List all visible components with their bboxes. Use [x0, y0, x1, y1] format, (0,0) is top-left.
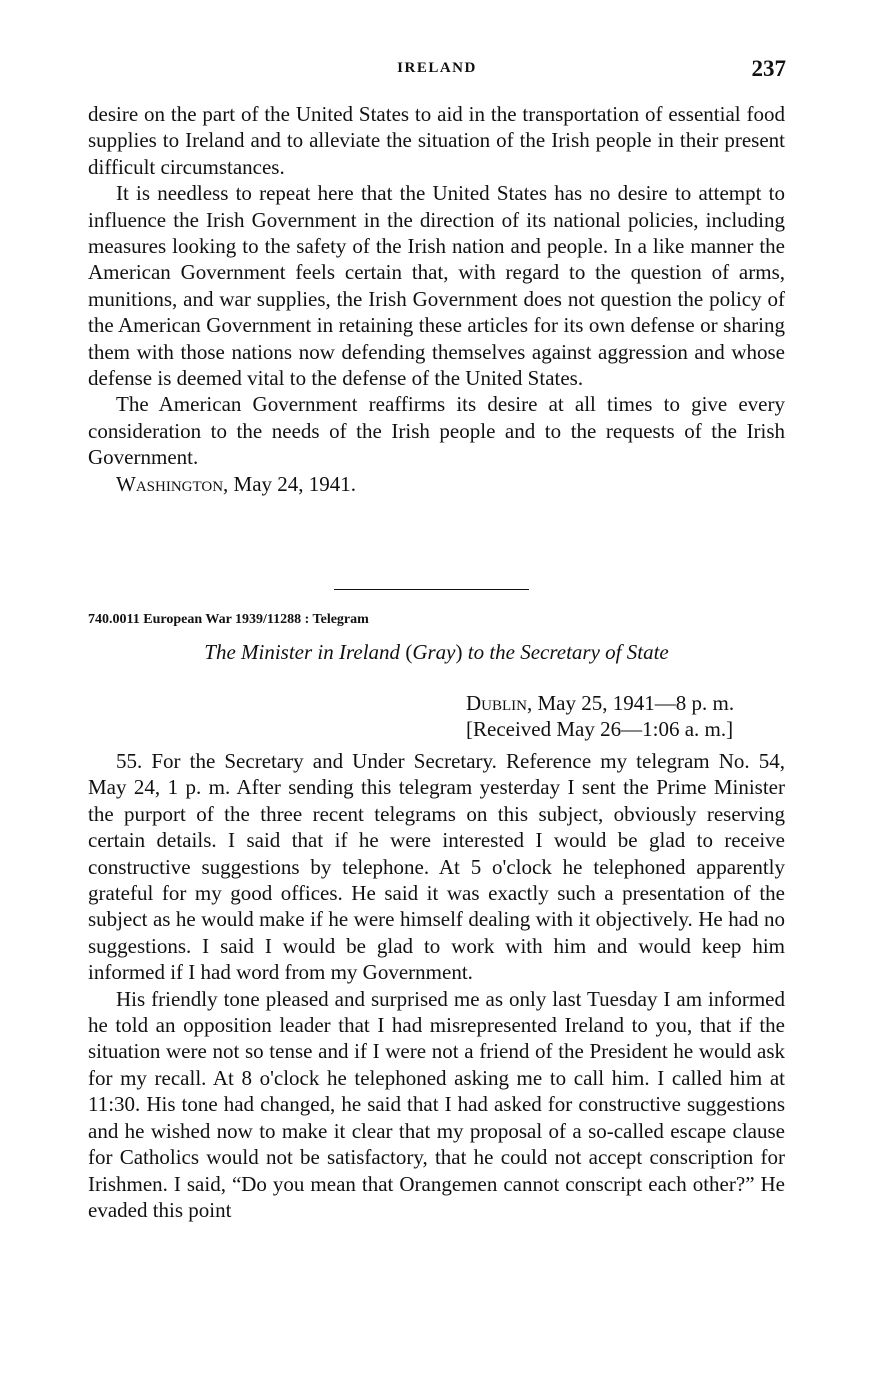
title-part1: The Minister in Ireland: [204, 640, 401, 664]
telegram-body: [88, 748, 785, 1223]
title-paren-close: ): [455, 640, 468, 664]
dateline-date: , May 25, 1941—8 p. m.: [527, 691, 735, 715]
paragraph: It is needless to repeat here that the United States has no desire to attempt to influence the Irish Government in the direction of its national policies, including measures looking to the safety of the Irish nation and people. In a like manner the American Government feels certain that, with regard to the question of arms, munitions, and war supplies, the Irish Government does not question the policy of the American Government in retaining these articles for its own defense or sharing them with those nations now defending themselves against aggression and whose defense is deemed vital to the defense of the United States.: [88, 181, 785, 391]
dateline-sent: [466, 690, 734, 716]
dateline-received: [Received May 26—1:06 a. m.]: [466, 717, 734, 741]
title-paren-open: (: [400, 640, 413, 664]
signature-line: [88, 471, 785, 497]
paragraph: His friendly tone pleased and surprised me as only last Tuesday I am informed he told an opposition leader that I had misrepresented Ireland to you, that if the situation were not so tense and if I were not a friend of the President he would ask for my recall. At 8 o'clock he telephoned asking me to call him. I called him at 11:30. His tone had changed, he said that I had asked for constructive suggestions and he wished now to make it clear that my proposal of a so-called escape clause for Catholics would not be satisfactory, that he could not accept conscription for Irishmen. I said, “Do you mean that Orangemen cannot conscript each other?” He evaded this point: [88, 986, 785, 1222]
paragraph: 55. For the Secretary and Under Secretary. Reference my telegram No. 54, May 24, 1 p. m. After sending this telegram yesterday I sent the Prime Minister the purport of the three recent telegrams on this subject, obviously reserving certain details. I said that if he were interested I would be glad to receive constructive suggestions by telephone. At 5 o'clock he telephoned apparently grateful for my good offices. He said it was exactly such a presentation of the subject as he would make if he were himself dealing with it objectively. He had no suggestions. I said I would be glad to work with him and would keep him informed if I had word from my Government.: [88, 749, 785, 985]
signature-place: Washington: [116, 471, 224, 496]
signature-date: , May 24, 1941.: [223, 471, 357, 496]
page-number: 237: [751, 56, 786, 81]
paragraph: The American Government reaffirms its desire at all times to give every consideration to the needs of the Irish people and to the requests of the Irish Government.: [88, 392, 785, 470]
running-head: [88, 56, 786, 86]
document-title: [88, 640, 785, 665]
running-title: IRELAND: [397, 60, 477, 76]
dateline-place: Dublin: [466, 691, 527, 715]
continuation-text: [88, 101, 785, 497]
title-name: Gray: [412, 640, 456, 664]
title-part2: to the Secretary of State: [467, 640, 669, 664]
file-reference: 740.0011 European War 1939/11288 : Telegram: [88, 612, 369, 627]
section-divider: [334, 589, 529, 590]
dateline: [466, 690, 734, 742]
paragraph: desire on the part of the United States to aid in the transportation of essential food supplies to Ireland and to alleviate the situation of the Irish people in their present difficult circumstances.: [88, 102, 785, 179]
